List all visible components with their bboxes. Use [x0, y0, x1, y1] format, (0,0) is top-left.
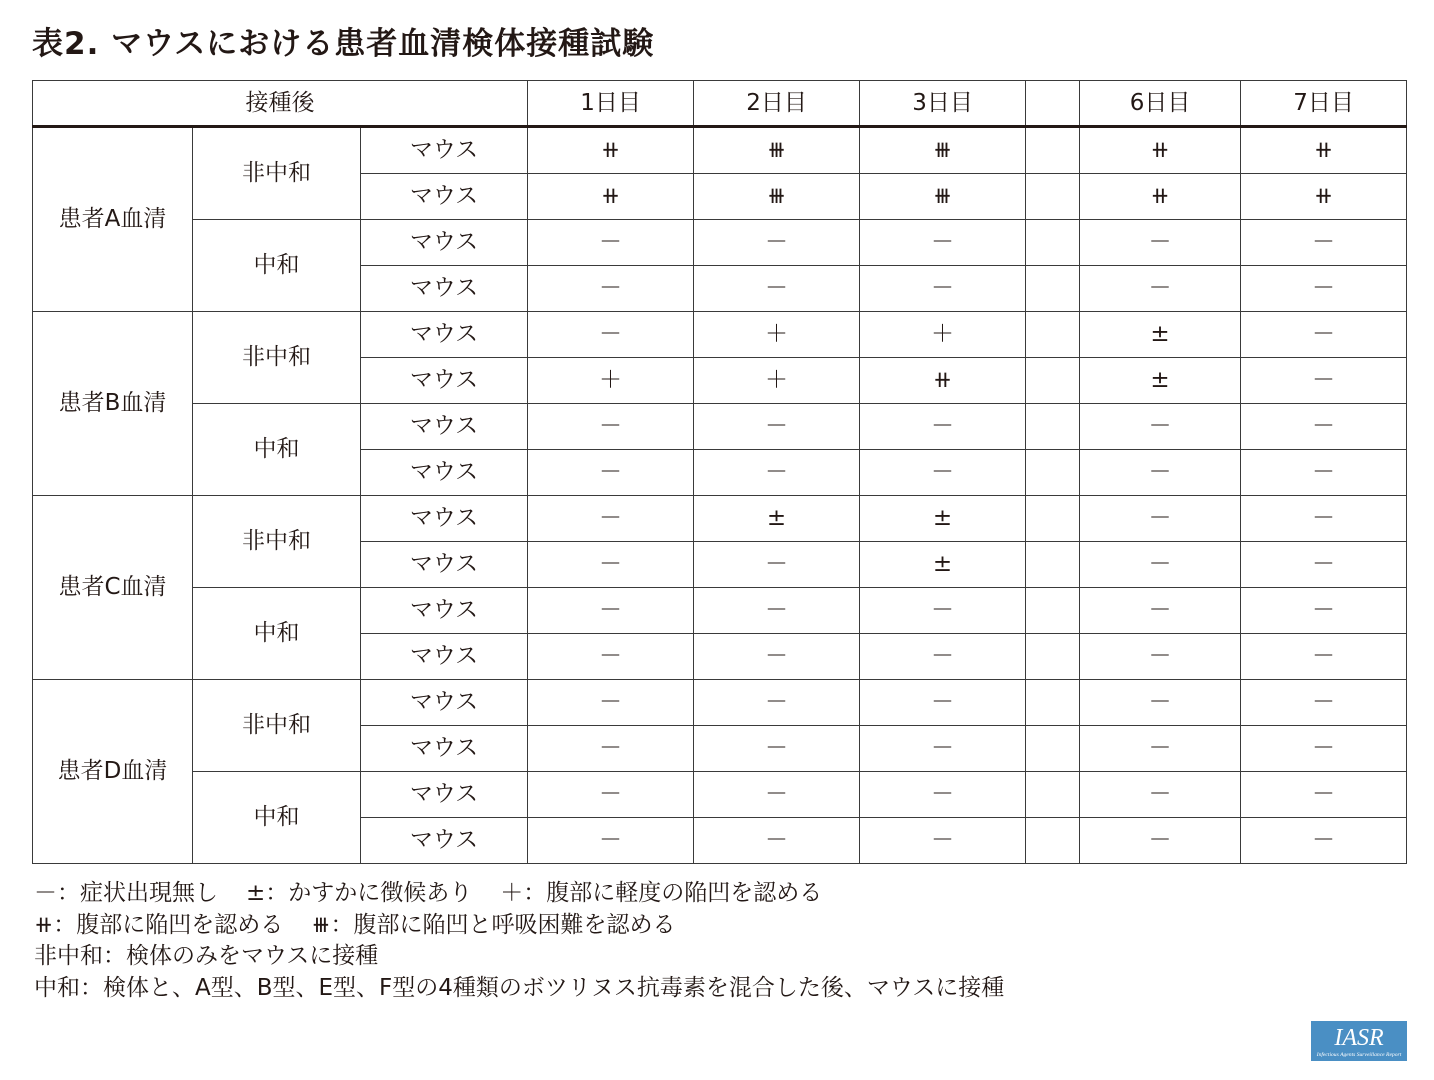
result-cell: － [860, 404, 1026, 450]
result-cell [1026, 358, 1080, 404]
result-cell: ⧺ [1241, 174, 1407, 220]
result-cell: － [528, 634, 694, 680]
header-day: 7日目 [1241, 81, 1407, 127]
patient-label: 患者A血清 [33, 127, 193, 312]
result-cell: － [860, 680, 1026, 726]
animal-label: マウス [361, 496, 528, 542]
result-cell [1026, 220, 1080, 266]
result-cell: － [1241, 726, 1407, 772]
legend-item: －：症状出現無し [34, 880, 218, 906]
result-cell [1026, 680, 1080, 726]
result-cell: － [1080, 818, 1241, 864]
result-cell: － [694, 542, 860, 588]
result-cell: ± [1080, 312, 1241, 358]
result-cell: ＋ [694, 358, 860, 404]
table-row [33, 220, 1407, 266]
result-cell: ⧻ [694, 127, 860, 174]
result-cell [1026, 174, 1080, 220]
result-cell: － [528, 726, 694, 772]
result-cell: ⧻ [694, 174, 860, 220]
result-cell: － [528, 588, 694, 634]
result-cell: － [528, 772, 694, 818]
result-cell: ⧺ [528, 127, 694, 174]
result-cell: － [528, 450, 694, 496]
result-cell [1026, 634, 1080, 680]
animal-label: マウス [361, 220, 528, 266]
animal-label: マウス [361, 450, 528, 496]
result-cell: － [1241, 220, 1407, 266]
result-cell: － [1080, 542, 1241, 588]
group-label: 非中和 [193, 680, 361, 772]
result-cell [1026, 772, 1080, 818]
result-cell: － [1241, 358, 1407, 404]
result-cell: ⧻ [860, 174, 1026, 220]
table-row [33, 680, 1407, 726]
animal-label: マウス [361, 312, 528, 358]
animal-label: マウス [361, 404, 528, 450]
patient-label: 患者C血清 [33, 496, 193, 680]
result-cell [1026, 542, 1080, 588]
legend-line [34, 910, 1004, 942]
result-cell: － [1080, 772, 1241, 818]
group-label: 中和 [193, 772, 361, 864]
result-cell [1026, 312, 1080, 358]
animal-label: マウス [361, 588, 528, 634]
result-cell: － [1241, 450, 1407, 496]
result-cell: － [1080, 220, 1241, 266]
result-cell: ± [860, 496, 1026, 542]
header-day: 3日目 [860, 81, 1026, 127]
result-cell: － [694, 220, 860, 266]
animal-label: マウス [361, 634, 528, 680]
result-cell: － [528, 266, 694, 312]
result-cell: － [1241, 818, 1407, 864]
result-cell: － [528, 818, 694, 864]
result-cell: － [528, 680, 694, 726]
result-cell: ± [694, 496, 860, 542]
result-cell: － [1241, 404, 1407, 450]
patient-label: 患者D血清 [33, 680, 193, 864]
result-cell: － [1241, 588, 1407, 634]
result-cell: － [528, 312, 694, 358]
table-row [33, 127, 1407, 174]
table-row [33, 588, 1407, 634]
result-cell: ＋ [528, 358, 694, 404]
logo-text: IASR [1334, 1025, 1384, 1051]
result-cell: ⧺ [528, 174, 694, 220]
result-cell: － [1241, 680, 1407, 726]
legend-item: ⧻：腹部に陥凹と呼吸困難を認める [311, 911, 676, 938]
legend-line [34, 878, 1004, 910]
result-cell [1026, 496, 1080, 542]
result-cell: － [1241, 496, 1407, 542]
result-cell: ⧺ [1080, 174, 1241, 220]
result-cell [1026, 450, 1080, 496]
legend-line: 非中和：検体のみをマウスに接種 [34, 943, 379, 969]
group-label: 非中和 [193, 312, 361, 404]
animal-label: マウス [361, 358, 528, 404]
result-cell: － [528, 496, 694, 542]
result-cell: ＋ [694, 312, 860, 358]
header-group-label: 接種後 [33, 81, 528, 127]
animal-label: マウス [361, 266, 528, 312]
result-cell: － [1080, 588, 1241, 634]
result-cell: － [860, 266, 1026, 312]
animal-label: マウス [361, 680, 528, 726]
result-cell: ⧺ [860, 358, 1026, 404]
result-cell: － [860, 450, 1026, 496]
result-cell: － [694, 772, 860, 818]
result-cell: － [694, 266, 860, 312]
result-cell: － [694, 726, 860, 772]
header-day: 2日目 [694, 81, 860, 127]
result-cell: ⧺ [1241, 127, 1407, 174]
header-day [1026, 81, 1080, 127]
result-cell: － [528, 542, 694, 588]
animal-label: マウス [361, 174, 528, 220]
result-cell: ± [860, 542, 1026, 588]
result-cell: － [860, 726, 1026, 772]
result-cell: － [860, 772, 1026, 818]
page-title: 表2. マウスにおける患者血清検体接種試験 [32, 26, 655, 62]
result-cell: － [1080, 496, 1241, 542]
results-table [32, 80, 1407, 864]
result-cell: － [1241, 634, 1407, 680]
group-label: 非中和 [193, 127, 361, 220]
result-cell: － [1241, 542, 1407, 588]
logo-subtitle: Infectious Agents Surveillance Report [1316, 1052, 1402, 1058]
table-row [33, 312, 1407, 358]
result-cell: － [860, 220, 1026, 266]
header-row [33, 81, 1407, 127]
result-cell: － [860, 818, 1026, 864]
table-row [33, 772, 1407, 818]
result-cell: － [694, 588, 860, 634]
legend-item: ＋：腹部に軽度の陥凹を認める [500, 880, 823, 906]
table-row [33, 496, 1407, 542]
legend-item: ±：かすかに徴候あり [246, 880, 473, 906]
group-label: 中和 [193, 588, 361, 680]
result-cell: － [860, 634, 1026, 680]
legend-line: 中和：検体と、A型、B型、E型、F型の4種類のボツリヌス抗毒素を混合した後、マウスに接種 [34, 974, 1005, 1001]
result-cell: － [528, 220, 694, 266]
result-cell: － [694, 634, 860, 680]
result-cell: － [860, 588, 1026, 634]
result-cell: ⧺ [1080, 127, 1241, 174]
result-cell [1026, 127, 1080, 174]
result-cell: ± [1080, 358, 1241, 404]
result-cell [1026, 588, 1080, 634]
result-cell: － [528, 404, 694, 450]
result-cell: － [1080, 266, 1241, 312]
animal-label: マウス [361, 542, 528, 588]
result-cell [1026, 266, 1080, 312]
result-cell: ⧻ [860, 127, 1026, 174]
result-cell: － [694, 450, 860, 496]
patient-label: 患者B血清 [33, 312, 193, 496]
table-row [33, 404, 1407, 450]
result-cell [1026, 404, 1080, 450]
result-cell: － [1241, 312, 1407, 358]
group-label: 中和 [193, 404, 361, 496]
group-label: 中和 [193, 220, 361, 312]
result-cell: － [694, 404, 860, 450]
result-cell: － [1080, 680, 1241, 726]
result-cell: － [694, 818, 860, 864]
legend-notes [34, 878, 1004, 1004]
result-cell: － [694, 680, 860, 726]
animal-label: マウス [361, 726, 528, 772]
animal-label: マウス [361, 127, 528, 174]
result-cell: － [1080, 404, 1241, 450]
result-cell [1026, 818, 1080, 864]
result-cell: － [1080, 450, 1241, 496]
legend-item: ⧺：腹部に陥凹を認める [34, 911, 284, 938]
header-day: 1日目 [528, 81, 694, 127]
group-label: 非中和 [193, 496, 361, 588]
result-cell: － [1241, 266, 1407, 312]
result-cell: － [1080, 726, 1241, 772]
result-cell [1026, 726, 1080, 772]
animal-label: マウス [361, 818, 528, 864]
result-cell: ＋ [860, 312, 1026, 358]
iasr-logo [1311, 1021, 1407, 1061]
result-cell: － [1241, 772, 1407, 818]
result-cell: － [1080, 634, 1241, 680]
animal-label: マウス [361, 772, 528, 818]
header-day: 6日目 [1080, 81, 1241, 127]
